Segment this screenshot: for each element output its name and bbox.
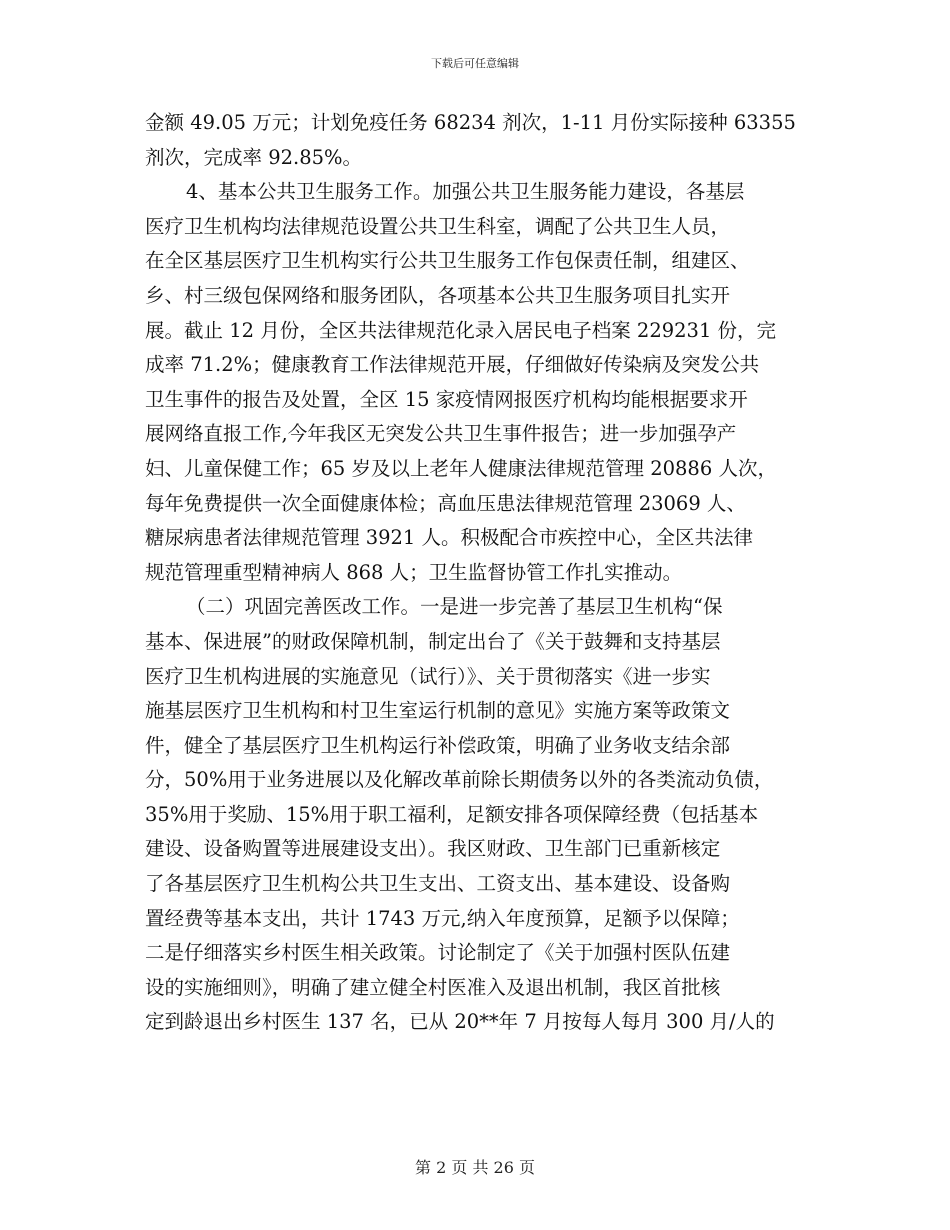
text-line: 在全区基层医疗卫生机构实行公共卫生服务工作包保责任制，组建区、	[145, 249, 750, 273]
text-line: 35%用于奖励、15%用于职工福利，足额安排各项保障经费（包括基本	[145, 802, 759, 826]
body-text	[145, 106, 817, 1040]
text-line: 建设、设备购置等进展建设支出）。我区财政、卫生部门已重新核定	[145, 837, 721, 861]
text-line: 置经费等基本支出，共计 1743 万元,纳入年度预算，足额予以保障；	[145, 906, 740, 930]
text-line: 设的实施细则》，明确了建立健全村医准入及退出机制，我区首批核	[145, 975, 721, 999]
text-line: 展网络直报工作,今年我区无突发公共卫生事件报告；进一步加强孕产	[145, 422, 737, 446]
text-line: 分，50%用于业务进展以及化解改革前除长期债务以外的各类流动负债，	[145, 768, 774, 792]
page-header: 下载后可任意编辑	[431, 57, 519, 70]
text-line: 医疗卫生机构均法律规范设置公共卫生科室，调配了公共卫生人员，	[145, 214, 731, 238]
text-line: 金额 49.05 万元；计划免疫任务 68234 剂次，1-11 月份实际接种 63355	[145, 111, 796, 134]
text-line: 展。截止 12 月份，全区共法律规范化录入居民电子档案 229231 份，完	[145, 318, 777, 342]
page-footer: 第 2 页 共 26 页	[415, 1158, 535, 1177]
text-line: 基本、保进展”的财政保障机制，制定出台了《关于鼓舞和支持基层	[145, 629, 721, 653]
text-line: 二是仔细落实乡村医生相关政策。讨论制定了《关于加强村医队伍建	[145, 941, 731, 965]
text-line: 糖尿病患者法律规范管理 3921 人。积极配合市疾控中心，全区共法律	[145, 526, 754, 550]
text-line: 规范管理重型精神病人 868 人；卫生监督协管工作扎实推动。	[145, 560, 683, 584]
text-line: 妇、儿童保健工作；65 岁及以上老年人健康法律规范管理 20886 人次，	[145, 456, 777, 480]
text-line: 剂次，完成率 92.85%。	[145, 145, 363, 169]
text-line: 乡、村三级包保网络和服务团队，各项基本公共卫生服务项目扎实开	[145, 283, 731, 307]
text-line: 了各基层医疗卫生机构公共卫生支出、工资支出、基本建设、设备购	[145, 872, 731, 896]
text-line: 施基层医疗卫生机构和村卫生室运行机制的意见》实施方案等政策文	[145, 699, 731, 723]
text-line: 件，健全了基层医疗卫生机构运行补偿政策，明确了业务收支结余部	[145, 733, 731, 757]
text-line: （二）巩固完善医改工作。一是进一步完善了基层卫生机构“保	[186, 595, 723, 619]
text-line: 4、基本公共卫生服务工作。加强公共卫生服务能力建设，各基层	[186, 180, 745, 204]
text-line: 成率 71.2%；健康教育工作法律规范开展，仔细做好传染病及突发公共	[145, 353, 760, 377]
text-line: 定到龄退出乡村医生 137 名，已从 20**年 7 月按每人每月 300 月/人的	[145, 1010, 775, 1034]
text-line: 卫生事件的报告及处置，全区 15 家疫情网报医疗机构均能根据要求开	[145, 387, 748, 411]
text-line: 每年免费提供一次全面健康体检；高血压患法律规范管理 23069 人、	[145, 491, 746, 515]
text-line: 医疗卫生机构进展的实施意见（试行）》、关于贯彻落实《进一步实	[145, 664, 711, 688]
